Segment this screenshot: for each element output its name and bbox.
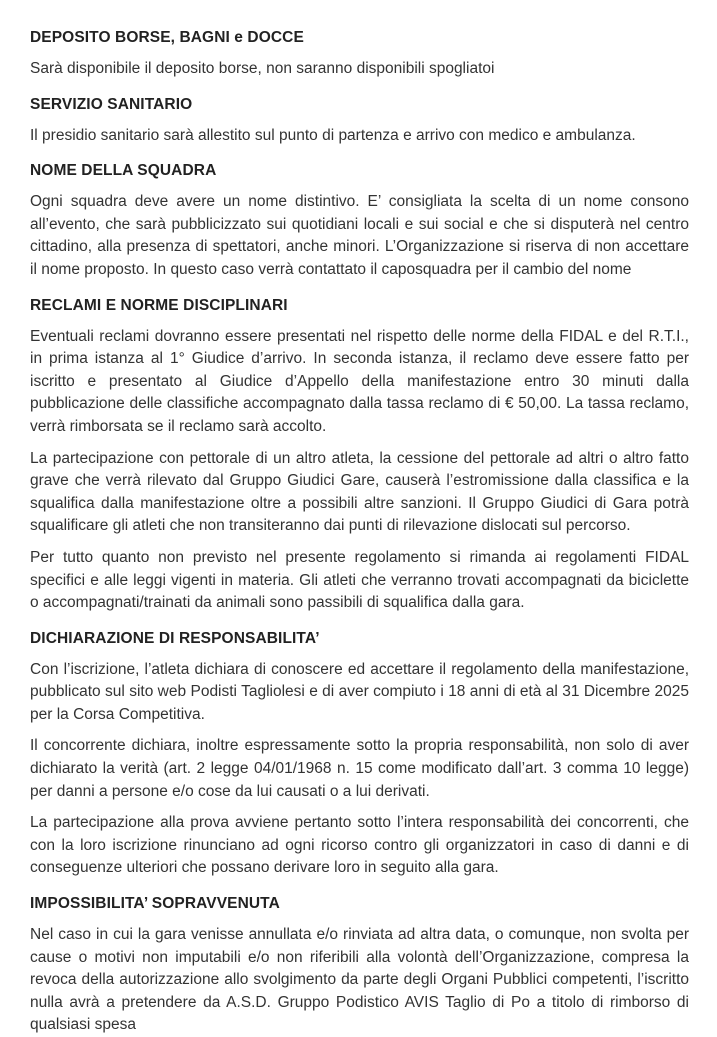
- paragraph: Nel caso in cui la gara venisse annullata e/o rinviata ad altra data, o comunque, non svolta per cause o motivi non imputabili e/o non riferibili alla volontà dell’Organizzazione, compresa la revoca della autorizzazione allo svolgimento da parte degli Organi Pubblici competenti, l’iscritto nulla avrà a pretendere da A.S.D. Gruppo Podistico AVIS Taglio di Po a titolo di rimborso di qualsiasi spesa: [30, 926, 689, 1034]
- paragraph: La partecipazione con pettorale di un altro atleta, la cessione del pettorale ad altri o altro fatto grave che verrà rilevato dal Gruppo Giudici Gare, causerà l’estromissione dalla classifica e la squalifica dalla manifestazione oltre a possibili altre sanzioni. Il Gruppo Giudici di Gara potrà squalificare gli atleti che non transiteranno dai punti di rilevazione dislocati sul percorso.: [30, 449, 689, 535]
- paragraph: Sarà disponibile il deposito borse, non saranno disponibili spogliatoi: [30, 60, 495, 77]
- section-heading: DICHIARAZIONE DI RESPONSABILITA’: [30, 629, 320, 647]
- section-heading: RECLAMI E NORME DISCIPLINARI: [30, 296, 288, 314]
- section-heading: DEPOSITO BORSE, BAGNI e DOCCE: [30, 29, 304, 46]
- paragraph: Per tutto quanto non previsto nel presente regolamento si rimanda ai regolamenti FIDAL specifici e alle leggi vigenti in materia. Gli atleti che verranno trovati accompagnati da biciclette o accompagnati/trainati da animali sono passibili di squalifica dalla gara.: [30, 548, 689, 612]
- section-heading: SERVIZIO SANITARIO: [30, 95, 193, 113]
- section-heading: IMPOSSIBILITA’ SOPRAVVENUTA: [30, 895, 280, 913]
- paragraph: Ogni squadra deve avere un nome distintivo. E’ consigliata la scelta di un nome consono all’evento, che sarà pubblicizzato sui quotidiani locali e sui social e che si disputerà nel centro cittadino, alla presenza di spettatori, anche minori. L’Organizzazione si riserva di non accettare il nome proposto. In questo caso verrà contattato il caposquadra per il cambio del nome: [30, 193, 689, 278]
- paragraph: Il presidio sanitario sarà allestito sul punto di partenza e arrivo con medico e ambulanza.: [30, 126, 636, 144]
- document-body: [30, 27, 689, 1037]
- paragraph: La partecipazione alla prova avviene pertanto sotto l’intera responsabilità dei concorrenti, che con la loro iscrizione rinunciano ad ogni ricorso contro gli organizzatori in caso di danni e di conseguenze ulteriori che possano derivare loro in seguito alla gara.: [30, 814, 689, 877]
- paragraph: Eventuali reclami dovranno essere presentati nel rispetto delle norme della FIDAL e del R.T.I., in prima istanza al 1° Giudice d’arrivo. In seconda istanza, il reclamo deve essere fatto per iscritto e presentato al Giudice d’Appello della manifestazione entro 30 minuti dalla pubblicazione delle classifiche accompagnato dalla tassa reclamo di € 50,00. La tassa reclamo, verrà rimborsata se il reclamo sarà accolto.: [30, 327, 689, 435]
- paragraph: Il concorrente dichiara, inoltre espressamente sotto la propria responsabilità, non solo di aver dichiarato la verità (art. 2 legge 04/01/1968 n. 15 come modificato dall’art. 3 comma 10 legge) per danni a persone e/o cose da lui causati o a lui derivati.: [30, 737, 689, 800]
- paragraph: Con l’iscrizione, l’atleta dichiara di conoscere ed accettare il regolamento della manifestazione, pubblicato sul sito web Podisti Tagliolesi e di aver compiuto i 18 anni di età al 31 Dicembre 2025 per la Corsa Competitiva.: [30, 660, 689, 723]
- section-heading: NOME DELLA SQUADRA: [30, 162, 217, 180]
